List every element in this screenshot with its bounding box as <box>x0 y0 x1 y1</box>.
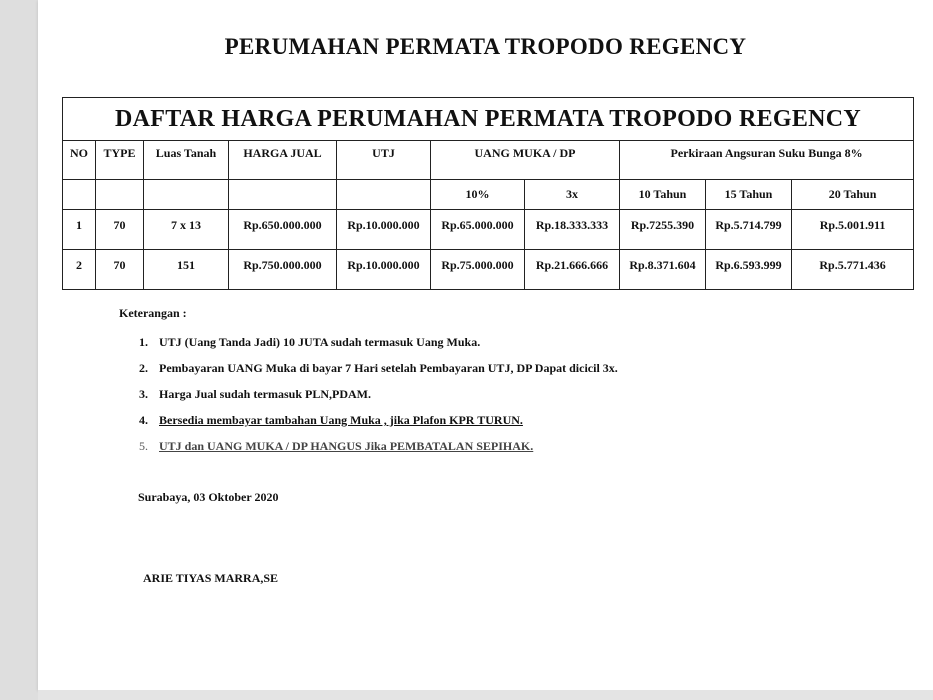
subheader-empty <box>63 180 96 210</box>
subheader-empty <box>96 180 144 210</box>
price-list-table <box>62 97 914 290</box>
list-item <box>139 439 618 465</box>
cell-angsuran-20: Rp.5.771.436 <box>792 250 914 290</box>
list-item-index: 4. <box>139 413 148 427</box>
list-item-text: Harga Jual sudah termasuk PLN,PDAM. <box>159 387 372 401</box>
subheader-tenor-10: 10 Tahun <box>620 180 706 210</box>
cell-angsuran-15: Rp.6.593.999 <box>706 250 792 290</box>
cell-utj: Rp.10.000.000 <box>337 250 431 290</box>
subheader-empty <box>229 180 337 210</box>
document-page <box>38 0 933 690</box>
place-date: Surabaya, 03 Oktober 2020 <box>138 490 279 504</box>
cell-harga-jual: Rp.750.000.000 <box>229 250 337 290</box>
subheader-empty <box>144 180 229 210</box>
table-row <box>63 210 914 250</box>
cell-angsuran-20: Rp.5.001.911 <box>792 210 914 250</box>
header-no: NO <box>63 141 96 180</box>
list-item-index: 3. <box>139 387 148 401</box>
list-item-index: 5. <box>139 439 148 453</box>
list-item <box>139 361 618 387</box>
left-background-strip <box>0 0 38 700</box>
subheader-tenor-15: 15 Tahun <box>706 180 792 210</box>
notes-section <box>119 306 618 465</box>
cell-harga-jual: Rp.650.000.000 <box>229 210 337 250</box>
header-angsuran: Perkiraan Angsuran Suku Bunga 8% <box>620 141 914 180</box>
list-item-text: UTJ dan UANG MUKA / DP HANGUS Jika PEMBATALAN SEPIHAK. <box>159 439 534 453</box>
notes-title: Keterangan : <box>119 306 187 320</box>
cell-type: 70 <box>96 250 144 290</box>
table-title: DAFTAR HARGA PERUMAHAN PERMATA TROPODO REGENCY <box>63 98 914 141</box>
list-item-text: Bersedia membayar tambahan Uang Muka , jika Plafon KPR TURUN. <box>159 413 523 427</box>
page-title: PERUMAHAN PERMATA TROPODO REGENCY <box>224 34 747 59</box>
header-luas-tanah: Luas Tanah <box>144 141 229 180</box>
list-item-index: 2. <box>139 361 148 375</box>
table-subheader-row <box>63 180 914 210</box>
bottom-background-edge <box>38 690 933 700</box>
list-item-index: 1. <box>139 335 148 349</box>
table-header-row <box>63 141 914 180</box>
cell-dp-3x: Rp.18.333.333 <box>525 210 620 250</box>
cell-luas-tanah: 151 <box>144 250 229 290</box>
list-item <box>139 413 618 439</box>
cell-angsuran-10: Rp.7255.390 <box>620 210 706 250</box>
list-item <box>139 335 618 361</box>
list-item <box>139 387 618 413</box>
notes-list <box>139 335 618 465</box>
subheader-dp-installment: 3x <box>525 180 620 210</box>
cell-type: 70 <box>96 210 144 250</box>
header-utj: UTJ <box>337 141 431 180</box>
cell-no: 2 <box>63 250 96 290</box>
subheader-empty <box>337 180 431 210</box>
cell-dp-10: Rp.65.000.000 <box>431 210 525 250</box>
cell-dp-3x: Rp.21.666.666 <box>525 250 620 290</box>
cell-no: 1 <box>63 210 96 250</box>
cell-luas-tanah: 7 x 13 <box>144 210 229 250</box>
cell-utj: Rp.10.000.000 <box>337 210 431 250</box>
header-uang-muka: UANG MUKA / DP <box>431 141 620 180</box>
cell-angsuran-15: Rp.5.714.799 <box>706 210 792 250</box>
header-harga-jual: HARGA JUAL <box>229 141 337 180</box>
list-item-text: Pembayaran UANG Muka di bayar 7 Hari setelah Pembayaran UTJ, DP Dapat dicicil 3x. <box>159 361 618 375</box>
header-type: TYPE <box>96 141 144 180</box>
list-item-text: UTJ (Uang Tanda Jadi) 10 JUTA sudah termasuk Uang Muka. <box>159 335 481 349</box>
cell-dp-10: Rp.75.000.000 <box>431 250 525 290</box>
table-row <box>63 250 914 290</box>
cell-angsuran-10: Rp.8.371.604 <box>620 250 706 290</box>
subheader-dp-percent: 10% <box>431 180 525 210</box>
signer-name: ARIE TIYAS MARRA,SE <box>143 571 279 585</box>
subheader-tenor-20: 20 Tahun <box>792 180 914 210</box>
